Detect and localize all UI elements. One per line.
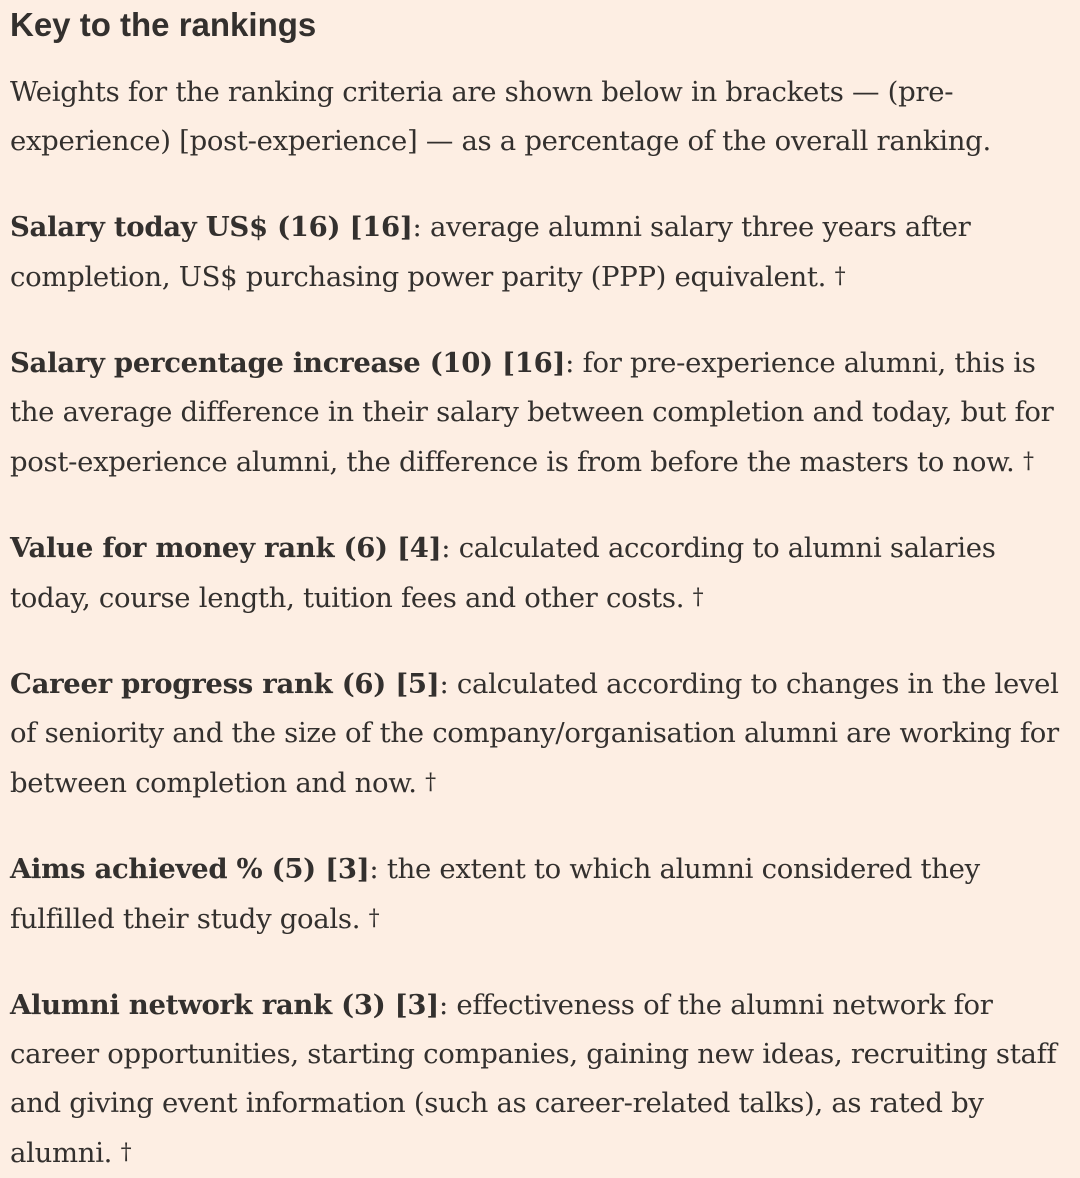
criterion-separator: :: [438, 989, 448, 1021]
criterion-separator: :: [565, 347, 575, 379]
criterion-separator: :: [369, 853, 379, 885]
criterion-description: the extent to which alumni considered they fulfilled their study goals.: [10, 853, 980, 935]
criterion-term: Salary percentage increase (10) [16]: [10, 347, 566, 379]
criterion-career-progress: [10, 660, 1074, 808]
criterion-value-for-money: [10, 524, 1074, 623]
section-heading: Key to the rankings: [10, 6, 317, 43]
criterion-term: Salary today US$ (16) [16]: [10, 211, 413, 243]
criterion-salary-today: [10, 203, 1074, 302]
criterion-description: for pre-experience alumni, this is the average difference in their salary between completion and today, but for post-experience alumni, the difference is from before the masters to now.: [10, 347, 1054, 478]
criterion-term: Career progress rank (6) [5]: [10, 668, 440, 700]
criterion-description: calculated according to alumni salaries today, course length, tuition fees and other costs.: [10, 532, 996, 614]
dagger-mark: †: [692, 585, 704, 610]
criterion-term: Value for money rank (6) [4]: [10, 532, 442, 564]
dagger-mark: †: [368, 906, 380, 931]
criterion-description: effectiveness of the alumni network for career opportunities, starting companies, gaining new ideas, recruiting staff and giving event information (such as career-related talks), as rated by alumni.: [10, 989, 1057, 1169]
dagger-mark: †: [1022, 449, 1034, 474]
criterion-separator: :: [441, 532, 451, 564]
criterion-alumni-network: [10, 981, 1074, 1178]
criterion-description: calculated according to changes in the level of seniority and the size of the company/organisation alumni are working for between completion and now.: [10, 668, 1059, 799]
criterion-separator: :: [412, 211, 422, 243]
criterion-separator: :: [439, 668, 449, 700]
criterion-term: Aims achieved % (5) [3]: [10, 853, 370, 885]
criterion-salary-increase: [10, 339, 1074, 487]
criterion-description: average alumni salary three years after completion, US$ purchasing power parity (PPP) equivalent.: [10, 211, 971, 293]
criterion-term: Alumni network rank (3) [3]: [10, 989, 439, 1021]
intro-paragraph: Weights for the ranking criteria are shown below in brackets — (pre-experience) [post-experience] — as a percentage of the overall ranking.: [10, 76, 991, 157]
dagger-mark: †: [425, 770, 436, 795]
criterion-aims-achieved: [10, 845, 1074, 944]
dagger-mark: †: [834, 264, 846, 289]
dagger-mark: †: [120, 1140, 132, 1165]
